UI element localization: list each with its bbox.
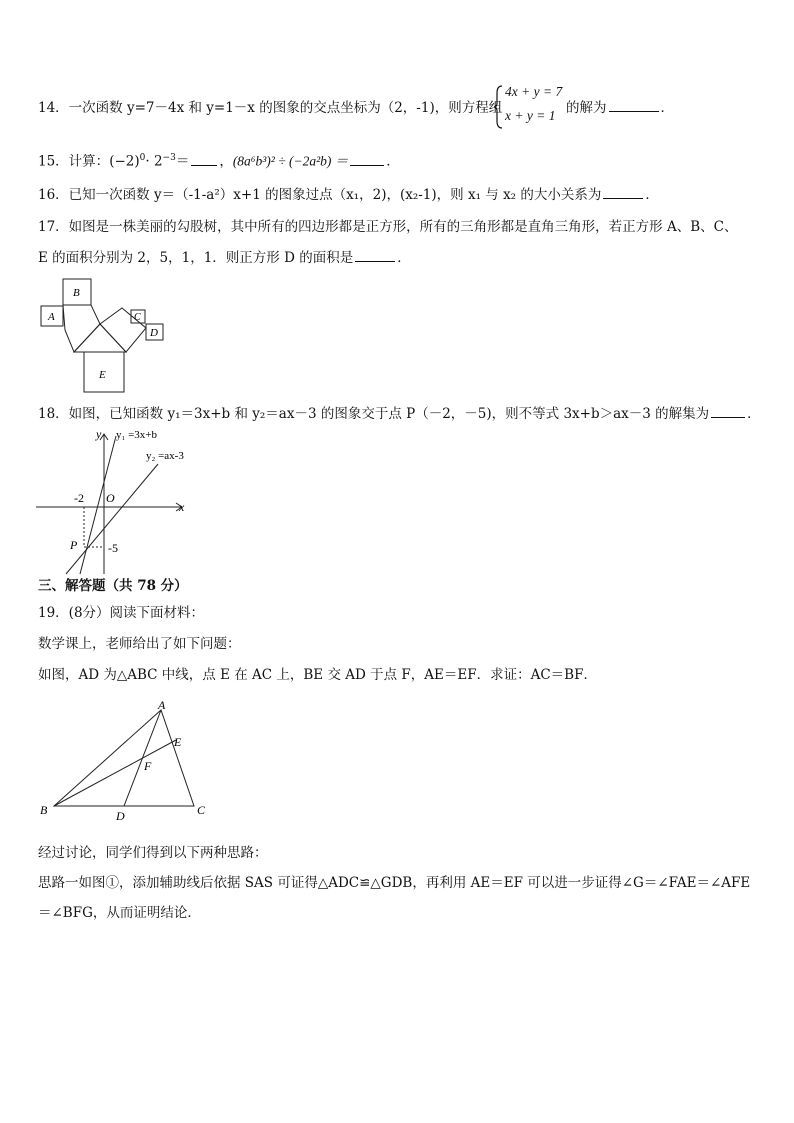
q14-suffix: 的解为 [566,100,607,116]
q15-expr1-exp1: 0 [139,153,146,163]
q18-answer-blank [711,405,745,418]
q19-line-1: 数学课上，老师给出了如下问题： [38,636,241,652]
q14-end: ． [660,100,674,116]
q17-line-2 [38,248,411,268]
q17-text: E 的面积分别为 2，5，1，1．则正方形 D 的面积是 [38,250,354,266]
q15-expr1-mid: · 2 [145,153,163,170]
big-triangle-left [74,324,126,352]
tick-neg2: -2 [74,491,84,505]
q15-blank-2 [350,153,384,166]
brace-icon [494,85,504,129]
q18-end: ． [747,406,761,422]
line-y1-label: y₁ =3x+b [116,429,157,441]
point-f: F [144,759,152,773]
q17-answer-blank [355,249,395,262]
q18-text: 18．如图，已知函数 y₁＝3x+b 和 y₂＝ax－3 的图象交于点 P（－2，－5)，则不等式 3x+b＞ax－3 的解集为 [38,406,710,422]
q19-line-4: 思路一如图①，添加辅助线后依据 SAS 可证得△ADC≌△GDB，再利用 AE＝EF 可以进一步证得∠G＝∠FAE＝∠AFE [38,875,751,891]
axis-x-label: x [179,500,185,514]
q19-line-2: 如图，AD 为△ABC 中线，点 E 在 AC 上，BE 交 AD 于点 F，AE＝EF．求证：AC＝BF． [38,667,597,683]
line-y2-label: y₂ =ax-3 [146,450,184,462]
q16-text: 16．已知一次函数 y＝（-1-a²）x+1 的图象过点（x₁，2)，(x₂-1)，则 x₁ 与 x₂ 的大小关系为 [38,187,602,203]
q15-line [38,148,400,172]
vertex-c: C [197,803,206,817]
pythagoras-tree-figure [38,278,168,394]
label-e: E [99,369,106,381]
q15-expr2: (8a⁶b³)² ÷ (−2a²b) ＝ [232,153,349,169]
q15-expr1-eq: ＝ [175,153,190,170]
triangle-figure [36,700,216,820]
q14-eq1: 4x + y = 7 [505,84,563,99]
q14-answer-blank [609,99,659,112]
q14-eq2: x + y = 1 [505,108,556,123]
label-b: B [73,287,80,299]
q17-end: ． [397,250,411,266]
label-d: D [150,327,158,339]
q14-prefix: 14．一次函数 y=7－4x 和 y=1－x 的图象的交点坐标为（2，-1)，则方程组 [38,100,503,116]
q17-line-1: 17．如图是一株美丽的勾股树，其中所有的四边形都是正方形，所有的三角形都是直角三角形，若正方形 A、B、C、 [38,219,738,235]
q15-expr1-exp2: −3 [162,153,176,163]
point-p-label: P [70,538,78,552]
label-a: A [48,311,55,323]
label-c: C [134,312,141,323]
line-y2 [66,464,158,574]
q14-line [38,98,502,118]
vertex-b: B [40,803,48,817]
q15-expr1-base: (−2) [109,153,140,170]
vertex-a: A [158,700,166,712]
q15-blank-1 [191,153,217,166]
section-3-title: 三、解答题（共 78 分） [38,578,188,594]
q16-answer-blank [603,186,643,199]
q14-tail [566,98,674,118]
q18-line [38,404,761,424]
q16-line [38,185,659,205]
triangle-abc [54,710,194,806]
tick-neg5: -5 [108,541,118,555]
axis-y-label: y [96,427,102,441]
left-tilted-square [63,305,100,352]
q14-system [494,84,574,130]
origin-label: O [106,491,115,505]
q16-end: ． [645,187,659,203]
point-d: D [116,809,125,820]
q19-line-5: ＝∠BFG，从而证明结论． [38,905,201,921]
q15-label: 15．计算： [38,153,110,170]
point-e: E [174,735,182,749]
q19-line-3: 经过讨论，同学们得到以下两种思路： [38,845,268,861]
q19-header: 19．(8分）阅读下面材料： [38,605,205,621]
segment-be [54,740,176,806]
q18-graph [36,426,196,576]
q15-end: ． [386,153,400,170]
q15-sep: ， [219,153,233,170]
